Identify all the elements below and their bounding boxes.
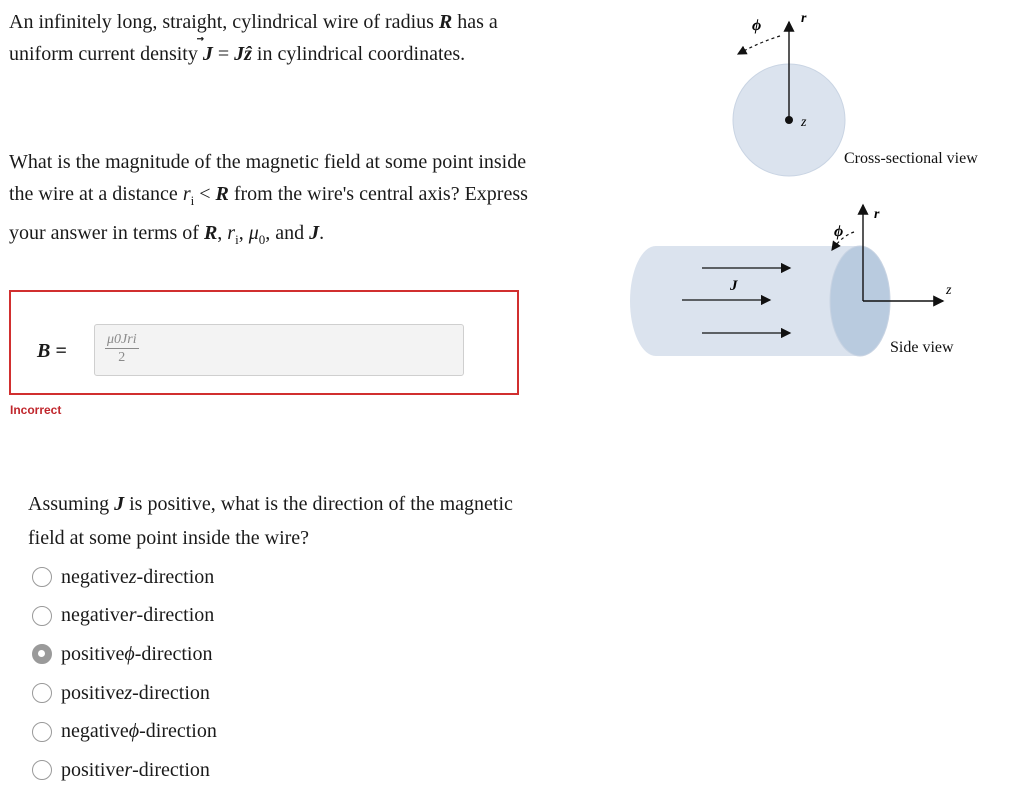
var-J: J [202,43,213,65]
option-positive-z[interactable] [32,674,217,713]
option-symbol: r [128,604,137,627]
r-label: r [801,11,807,26]
intro-text: An infinitely long, straight, cylindrical wire of radius [9,11,439,33]
var-mu: μ [248,222,259,244]
direction-options [32,558,217,790]
var-R: R [438,11,453,33]
answer-fraction [105,331,139,367]
answer-box [9,290,519,395]
wire-diagram [620,0,1024,380]
var-J: J [234,43,245,65]
option-text: negative [61,604,129,627]
answer-input[interactable] [94,324,464,376]
var-J: J [114,493,125,515]
option-symbol: z [128,565,137,588]
J-label: J [730,278,738,294]
direction-question [28,487,528,555]
radio-button[interactable] [32,567,52,587]
q2-text: Assuming [28,493,115,515]
intro-text: in cylindrical coordinates. [251,43,466,65]
option-negative-r[interactable] [32,597,217,636]
question-text: What is the magnitude of the magnetic field at some point inside the wire at a distance [9,151,527,205]
question-text: , and [265,222,310,244]
var-R: R [203,222,218,244]
radio-button[interactable] [32,760,52,780]
var-J: J [309,222,320,244]
phi-label: ϕ [834,223,844,240]
z-label: z [946,283,952,298]
option-symbol: r [124,758,133,781]
option-negative-z[interactable] [32,558,217,597]
question-text: from the wire's central axis? Express your answer in terms of [9,183,528,244]
wire-body [630,246,860,356]
option-text: -direction [132,681,210,704]
side-view-label: Side view [890,339,954,356]
subscript: i [190,193,195,208]
question-text: , [217,222,228,244]
var-r: r [182,183,191,205]
option-negative-phi[interactable] [32,712,217,751]
r-label: r [874,207,880,222]
z-out-dot [785,116,793,124]
option-positive-r[interactable] [32,751,217,790]
cross-section-label: Cross-sectional view [844,150,978,167]
problem-question [9,146,539,256]
answer-denominator: 2 [118,350,126,365]
option-symbol: ϕ [124,642,135,665]
option-symbol: z [124,681,133,704]
option-text: negative [61,565,129,588]
unit-vector-z: ẑ [244,43,252,65]
option-text: -direction [136,565,215,588]
phi-arrow [738,36,780,54]
option-symbol: ϕ [128,720,140,743]
radio-button[interactable] [32,683,52,703]
option-text: -direction [134,642,213,665]
option-positive-phi[interactable] [32,635,217,674]
feedback-status: Incorrect [10,403,62,417]
answer-label: B = [37,340,67,362]
intro-text: = [212,43,235,65]
q2-text: is positive, what is the direction of the magnetic field at some point inside the wire? [28,493,513,549]
side-view [630,205,954,356]
subscript: i [235,232,239,247]
vector-J [203,43,213,65]
z-label: z [801,115,807,130]
option-text: positive [61,642,125,665]
var-r: r [227,222,236,244]
option-text: positive [61,758,125,781]
var-R: R [215,183,229,205]
option-text: positive [61,681,125,704]
cross-section-view [733,11,978,176]
answer-numerator: μ0Jri [107,332,137,347]
subscript: 0 [258,232,266,247]
question-text: . [319,222,325,244]
phi-label: ϕ [752,17,762,34]
question-text: < [194,183,216,205]
option-text: negative [61,720,129,743]
intro-text: has a uniform current density [9,11,498,65]
radio-button-selected[interactable] [32,644,52,664]
option-text: -direction [136,604,215,627]
radio-button[interactable] [32,722,52,742]
radio-button[interactable] [32,606,52,626]
question-text: , [238,222,249,244]
option-text: -direction [132,758,210,781]
option-text: -direction [139,720,217,743]
problem-intro [9,6,539,70]
